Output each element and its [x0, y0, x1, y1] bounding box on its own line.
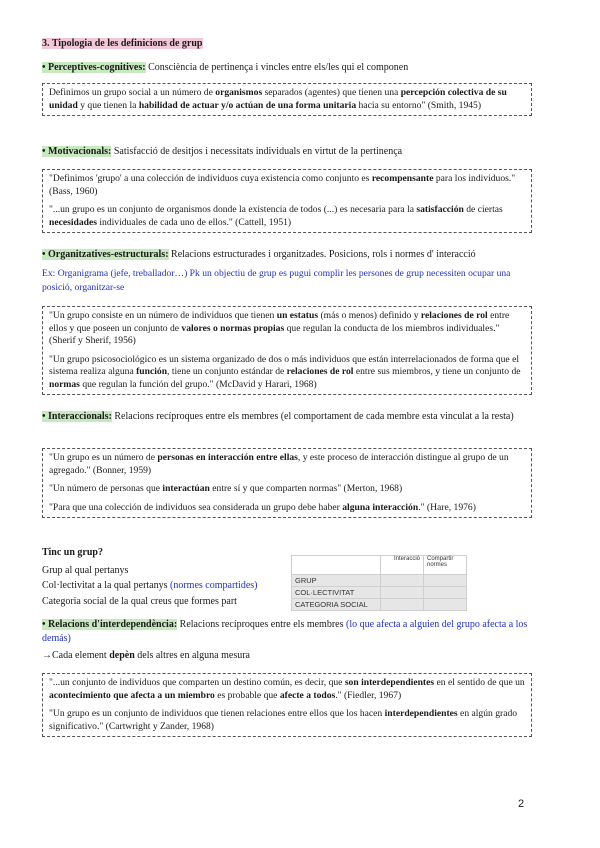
quote-bonner: "Un grupo es un número de personas en interacción entre ellas, y este proceso de interacción distingue al grupo de un agregado." (Bonner, 1959)	[49, 452, 509, 476]
interdependencia-note: →Cada element depèn dels altres en alguna mesura	[42, 650, 250, 661]
tinc-grup-title: Tinc un grup?	[42, 547, 103, 558]
col-compartir-normes: Compartir normes	[424, 556, 467, 575]
interdependencia-heading: • Relacions d'interdependència: Relacions recíproques entre els membres (lo que afecta a alguien del grupo afecta a los demás)	[42, 619, 528, 644]
table-row: COL·LECTIVITAT	[292, 587, 467, 599]
perceptives-quote-box	[42, 83, 532, 116]
quote-mcdavid: "Un grupo psicosociológico es un sistema organizado de dos o más individuos que están interrelacionados de forma que el sistema realiza alguna función, tiene un conjunto estándar de relaciones de rol entre sus miembros, y tiene un conjunto de normas que regulan la función del grupo." (McDavid y Harari, 1968)	[49, 353, 521, 390]
quote-cattell: "...un grupo es un conjunto de organismos donde la existencia de todos (...) es necesaria para la satisfacción de ciertas necesidades individuales de cada uno de ellos." (Cattell, 1951)	[49, 204, 503, 228]
grup-comparison-table	[291, 555, 467, 611]
organitzatives-quote-box	[42, 306, 532, 395]
organigrama-example: Ex: Organigrama (jefe, treballador…) Pk un objectiu de grup es pugui complir les persones de grup necessiten ocupar una posició, organitzar-se	[42, 268, 511, 293]
quote-sherif: "Un grupo consiste en un número de individuos que tienen un estatus (más o menos) definido y relaciones de rol entre ellos y que poseen un conjunto de valores o normas propias que regulan la conducta de los miembros individuales." (Sherif y Sherif, 1956)	[49, 310, 510, 346]
tinc-grup-line-collectivitat: Col·lectivitat a la qual pertanys (normes compartides)	[42, 580, 258, 591]
motivacionals-quote-box	[42, 169, 532, 233]
col-interaccio: Interacció	[381, 556, 424, 575]
table-row: CATEGORIA SOCIAL	[292, 599, 467, 611]
quote-hare: "Para que una colección de individuos sea considerada un grupo debe haber alguna interacción." (Hare, 1976)	[49, 501, 476, 513]
quote-merton: "Un número de personas que interactúan entre sí y que comparten normas" (Merton, 1968)	[49, 483, 403, 494]
perceptives-heading: • Perceptives-cognitives: Consciència de pertinença i vincles entre els/les qui el componen	[42, 62, 409, 73]
arrow-icon: →	[42, 650, 52, 661]
quote-fiedler: "...un conjunto de individuos que comparten un destino común, es decir, que son interdependientes en el sentido de que un acontecimiento que afecta a un miembro es probable que afecte a todos." (Fiedler, 1967)	[49, 677, 525, 701]
page-number: 2	[518, 798, 525, 810]
interdependencia-quote-box	[42, 673, 532, 737]
tinc-grup-line-categoria: Categoria social de la qual creus que formes part	[42, 596, 237, 607]
section-title: 3. Tipologia de les definicions de grup	[42, 38, 203, 49]
tinc-grup-line-grup: Grup al qual pertanys	[42, 565, 129, 576]
table-row: GRUP	[292, 575, 467, 587]
organitzatives-heading: • Organitzatives-estructurals: Relacions estructurades i organitzades. Posicions, rols i normes d' interacció	[42, 249, 476, 260]
table-corner	[292, 556, 381, 575]
interaccionals-quote-box	[42, 448, 532, 518]
motivacionals-heading: • Motivacionals: Satisfacció de desitjos i necessitats individuals en virtut de la pertinença	[42, 146, 403, 157]
quote-cartwright: "Un grupo es un conjunto de individuos que tienen relaciones entre ellos que los hacen interdependientes en algún grado significativo." (Cartwright y Zander, 1968)	[49, 708, 518, 732]
quote-bass: "Definimos 'grupo' a una colección de individuos cuya existencia como conjunto es recompensante para los individuos." (Bass, 1960)	[49, 173, 516, 197]
quote-smith: Definimos un grupo social a un número de organismos separados (agentes) que tienen una percepción colectiva de su unidad y que tienen la habilidad de actuar y/o actúan de una forma unitaria hacia su entorno" (Smith, 1945)	[49, 87, 507, 111]
interaccionals-heading: • Interaccionals: Relacions recíproques entre els membres (el comportament de cada membre esta vinculat a la resta)	[42, 411, 514, 422]
